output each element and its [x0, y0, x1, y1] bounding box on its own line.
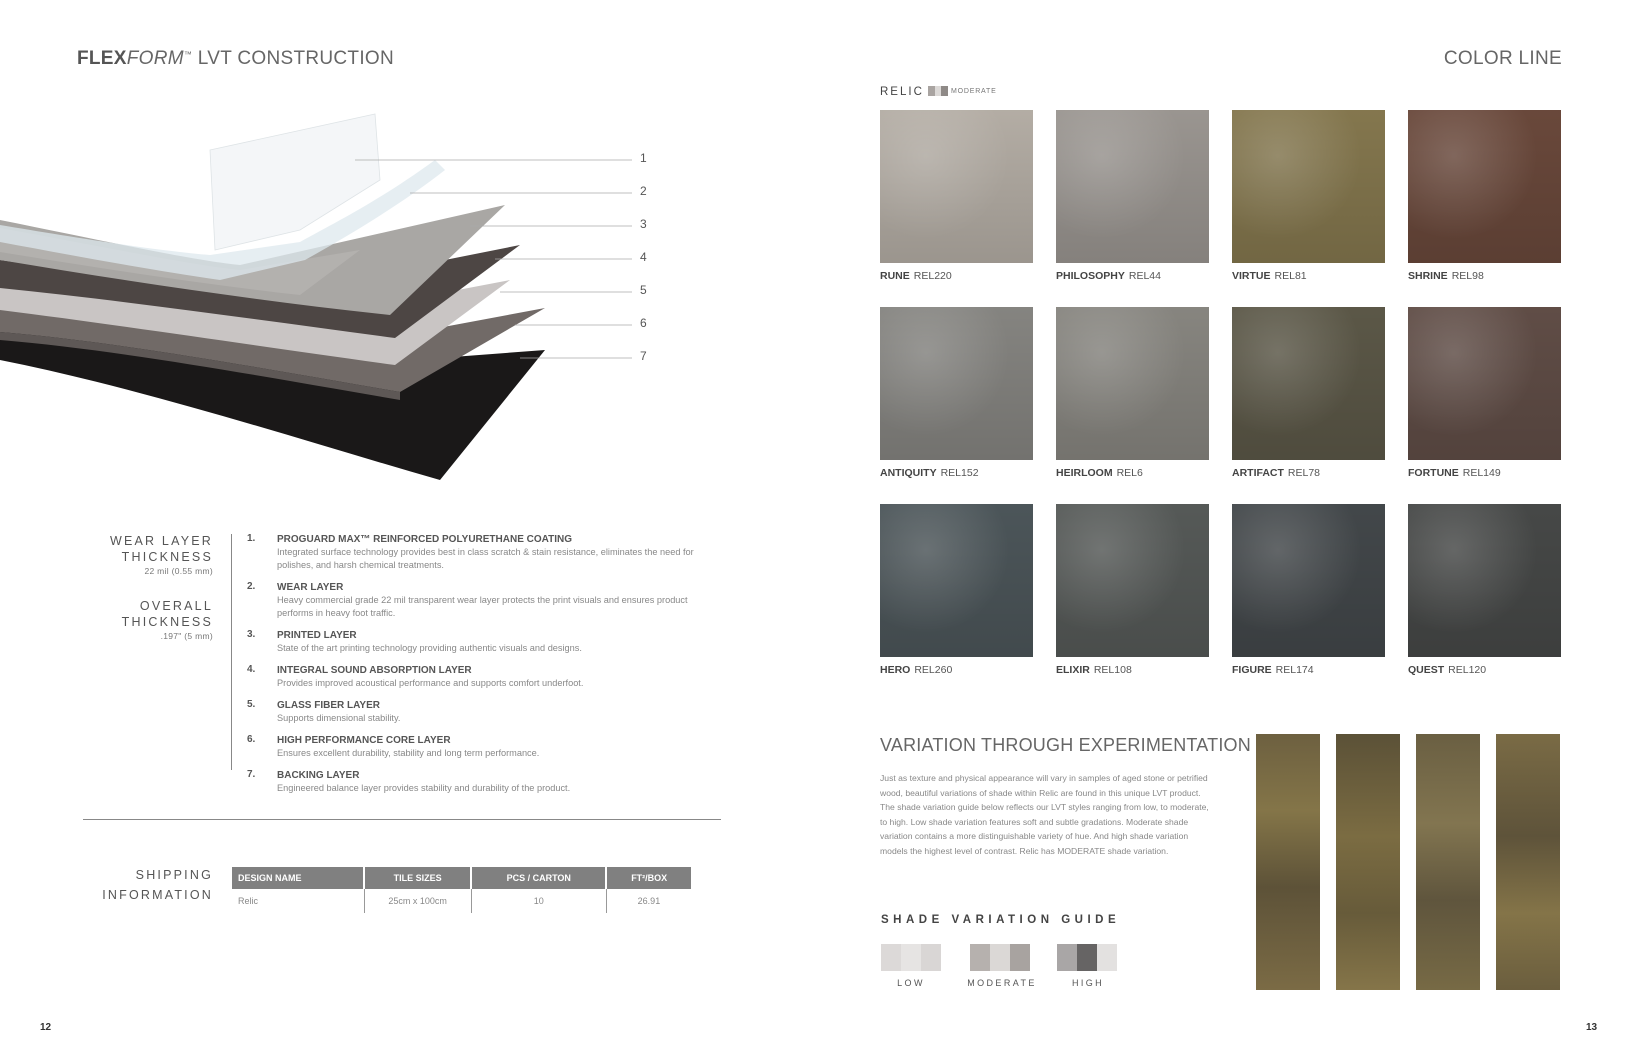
plank-sample-2	[1336, 734, 1400, 990]
shipping-table	[232, 867, 691, 913]
title-rest: LVT CONSTRUCTION	[192, 48, 395, 69]
table-header-row	[232, 867, 691, 889]
swatch-shrine	[1408, 110, 1561, 263]
divider-vertical	[231, 534, 232, 770]
page-number-right: 13	[1586, 1022, 1598, 1033]
plank-sample-4	[1496, 734, 1560, 990]
list-item: 2. WEAR LAYER Heavy commercial grade 22 mil transparent wear layer protects the print visuals and ensures product performs in heavy foot traffic.	[247, 581, 688, 618]
page-title-left	[77, 48, 394, 70]
swatch-hero	[880, 504, 1033, 657]
list-item: 7. BACKING LAYER Engineered balance layer provides stability and durability of the product.	[247, 769, 571, 793]
swatch-label: RUNE REL220	[880, 270, 952, 282]
shade-moderate-label: MODERATE	[967, 978, 1037, 988]
shade-moderate-swatch	[970, 944, 1030, 971]
callout-2: 2	[640, 184, 647, 198]
callout-5: 5	[640, 283, 647, 297]
moderate-badge-label: MODERATE	[951, 88, 997, 95]
overall-value: .197" (5 mm)	[160, 631, 213, 641]
shade-guide-title: SHADE VARIATION GUIDE	[881, 914, 1121, 926]
divider-horizontal	[83, 819, 721, 820]
table-row: Relic 25cm x 100cm 10 26.91	[232, 889, 691, 913]
list-item: 5. GLASS FIBER LAYER Supports dimensional stability.	[247, 699, 401, 723]
swatch-virtue	[1232, 110, 1385, 263]
list-item: 3. PRINTED LAYER State of the art printing technology providing authentic visuals and designs.	[247, 629, 582, 653]
variation-text: Just as texture and physical appearance will vary in samples of aged stone or petrified wood, beautiful variations of shade within Relic are found in this unique LVT product. The shade variation guide below reflects our LVT styles ranging from low, to moderate, to high. Low shade variation features soft and subtle gradations. Moderate shade variation contains a more distinguishable variety of hue. And high shade variation models the highest level of contrast. Relic has MODERATE shade variation.	[880, 773, 1209, 856]
swatch-heirloom	[1056, 307, 1209, 460]
swatch-label: PHILOSOPHY REL44	[1056, 270, 1161, 282]
swatch-philosophy	[1056, 110, 1209, 263]
shade-high-swatch	[1057, 944, 1117, 971]
swatch-label: ARTIFACT REL78	[1232, 467, 1321, 479]
lvt-layers-illustration	[0, 110, 700, 490]
list-item: 6. HIGH PERFORMANCE CORE LAYER Ensures excellent durability, stability and long term performance.	[247, 734, 540, 758]
layer-list	[247, 533, 707, 804]
title-tm: ™	[183, 50, 193, 59]
shade-low-label: LOW	[897, 978, 925, 988]
swatch-quest	[1408, 504, 1561, 657]
plank-sample-1	[1256, 734, 1320, 990]
variation-title: VARIATION THROUGH EXPERIMENTATION	[880, 735, 1251, 755]
shipping-label: SHIPPING INFORMATION	[102, 868, 213, 902]
moderate-badge-icon	[928, 86, 948, 96]
swatch-label: ANTIQUITY REL152	[880, 467, 979, 479]
page-number-left: 12	[40, 1022, 52, 1033]
swatch-label: QUEST REL120	[1408, 664, 1487, 676]
swatch-antiquity	[880, 307, 1033, 460]
wear-layer-value: 22 mil (0.55 mm)	[144, 566, 213, 576]
title-italic: FORM	[126, 48, 184, 69]
header-design-name: DESIGN NAME	[232, 867, 364, 889]
header-ft-box: FT²/BOX	[606, 867, 691, 889]
swatch-label: VIRTUE REL81	[1232, 270, 1307, 282]
swatch-label: FIGURE REL174	[1232, 664, 1314, 676]
swatch-label: SHRINE REL98	[1408, 270, 1484, 282]
shade-low-swatch	[881, 944, 941, 971]
title-bold: FLEX	[77, 48, 127, 69]
callout-4: 4	[640, 250, 647, 264]
callout-7: 7	[640, 349, 647, 363]
overall-thickness: OVERALL THICKNESS .197" (5 mm)	[121, 599, 213, 641]
page-title-right: COLOR LINE	[1443, 48, 1562, 69]
collection-name: RELIC	[880, 86, 924, 98]
callout-6: 6	[640, 316, 647, 330]
swatch-elixir	[1056, 504, 1209, 657]
plank-sample-3	[1416, 734, 1480, 990]
swatch-label: ELIXIR REL108	[1056, 664, 1132, 676]
swatch-label: FORTUNE REL149	[1408, 467, 1501, 479]
header-tile-sizes: TILE SIZES	[364, 867, 471, 889]
swatch-rune	[880, 110, 1033, 263]
list-item: 1. PROGUARD MAX™ REINFORCED POLYURETHANE COATING Integrated surface technology provides best in class scratch & stain resistance, eliminates the need for polishes, and harsh chemical treatments.	[247, 533, 694, 570]
swatch-fortune	[1408, 307, 1561, 460]
wear-layer-thickness: WEAR LAYER THICKNESS 22 mil (0.55 mm)	[109, 534, 213, 576]
header-pcs-carton: PCS / CARTON	[471, 867, 606, 889]
list-item: 4. INTEGRAL SOUND ABSORPTION LAYER Provides improved acoustical performance and supports comfort underfoot.	[247, 664, 584, 688]
swatch-figure	[1232, 504, 1385, 657]
swatch-label: HERO REL260	[880, 664, 953, 676]
swatch-artifact	[1232, 307, 1385, 460]
callout-3: 3	[640, 217, 647, 231]
callout-1: 1	[640, 151, 647, 165]
shade-high-label: HIGH	[1071, 978, 1105, 988]
swatch-label: HEIRLOOM REL6	[1056, 467, 1143, 479]
